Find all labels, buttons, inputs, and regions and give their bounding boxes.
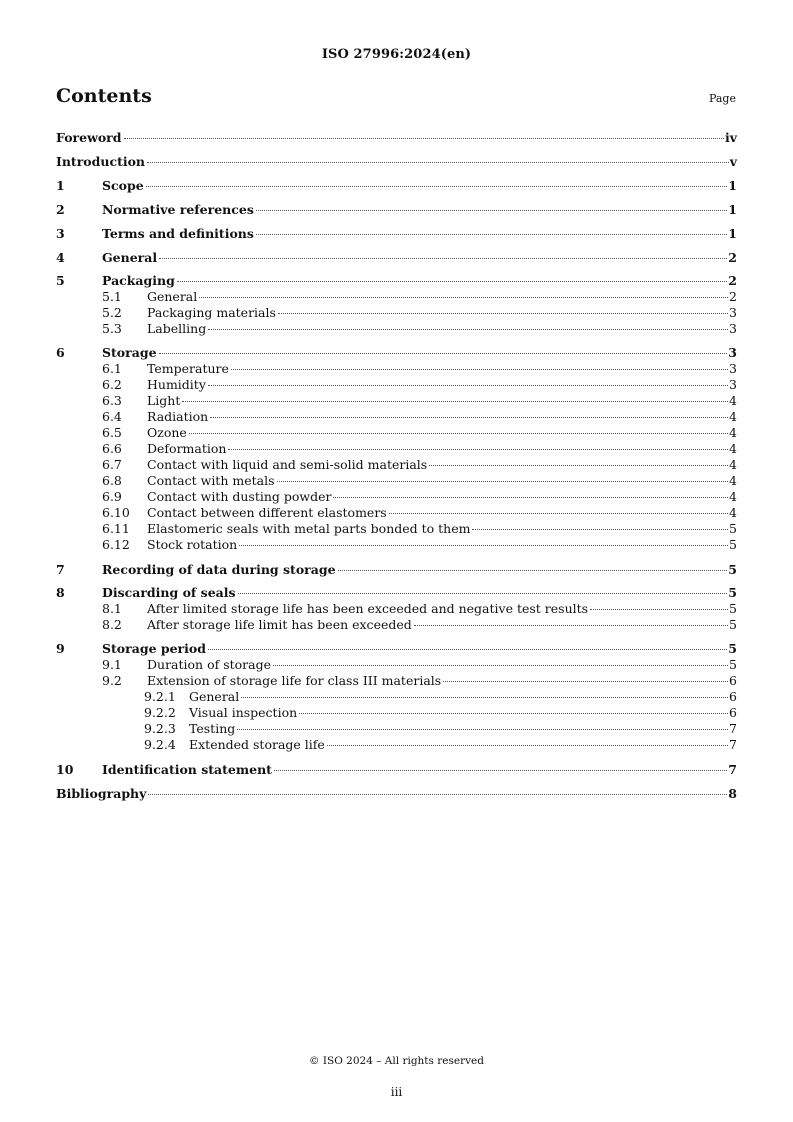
dot-leader (210, 417, 728, 418)
toc-entry[interactable] (56, 537, 737, 561)
toc-entry-title: Light (147, 393, 181, 408)
toc-entry-title: Deformation (147, 441, 227, 456)
toc-entry-number: 5.1 (102, 289, 122, 304)
toc-entry[interactable] (56, 201, 737, 225)
toc-entry-page: 8 (728, 786, 737, 801)
toc-entry-number: 6.1 (102, 361, 122, 376)
toc-entry-title: Testing (189, 721, 236, 736)
toc-entry-title: Temperature (147, 361, 229, 376)
dot-leader (443, 681, 728, 682)
toc-entry-title: Visual inspection (189, 705, 298, 720)
toc-entry-page: 2 (728, 250, 737, 265)
toc-entry[interactable] (56, 361, 737, 377)
toc-entry[interactable] (56, 409, 737, 425)
toc-entry-title: Foreword (56, 130, 122, 145)
toc-entry-title: Duration of storage (147, 657, 271, 672)
toc-entry-page: 4 (729, 473, 737, 488)
dot-leader (472, 529, 728, 530)
toc-entry[interactable] (56, 377, 737, 393)
toc-entry-page: 5 (729, 537, 737, 552)
toc-entry-number: 2 (56, 202, 65, 217)
toc-entry[interactable] (56, 473, 737, 489)
dot-leader (228, 449, 728, 450)
toc-entry-page: 2 (729, 289, 737, 304)
dot-leader (327, 745, 728, 746)
toc-entry-number: 6.10 (102, 505, 130, 520)
dot-leader (241, 697, 728, 698)
toc-entry[interactable] (56, 641, 737, 657)
toc-entry[interactable] (56, 785, 737, 809)
toc-entry[interactable] (56, 289, 737, 305)
toc-entry-page: 5 (729, 617, 737, 632)
dot-leader (159, 353, 728, 354)
page-column-label: Page (708, 92, 736, 105)
toc-entry-title: Bibliography (56, 786, 147, 801)
toc-entry-page: 6 (729, 689, 737, 704)
toc-entry-title: Storage (102, 345, 157, 360)
toc-entry[interactable] (56, 305, 737, 321)
toc-entry[interactable] (56, 521, 737, 537)
dot-leader (239, 545, 728, 546)
toc-entry-title: Contact between different elastomers (147, 505, 387, 520)
toc-entry-title: Radiation (147, 409, 209, 424)
toc-entry-page: 1 (728, 202, 737, 217)
dot-leader (189, 433, 728, 434)
toc-entry[interactable] (56, 561, 737, 585)
toc-entry[interactable] (56, 129, 737, 153)
toc-entry[interactable] (56, 721, 737, 737)
toc-entry-page: 3 (728, 345, 737, 360)
page-title: Contents (56, 85, 152, 107)
toc-entry-title: Contact with dusting powder (147, 489, 332, 504)
toc-entry-number: 6.4 (102, 409, 122, 424)
toc-entry-number: 6.8 (102, 473, 122, 488)
toc-entry[interactable] (56, 425, 737, 441)
dot-leader (208, 649, 727, 650)
dot-leader (208, 329, 728, 330)
toc-entry[interactable] (56, 153, 737, 177)
toc-entry-page: 7 (729, 721, 737, 736)
toc-entry-page: 3 (729, 321, 737, 336)
toc-entry[interactable] (56, 457, 737, 473)
toc-entry-title: After storage life limit has been exceeded (147, 617, 412, 632)
toc-entry-number: 9.2.4 (144, 737, 176, 752)
toc-entry-page: 4 (729, 441, 737, 456)
toc-entry-title: General (189, 689, 240, 704)
toc-entry-page: 6 (729, 673, 737, 688)
toc-entry-title: Terms and definitions (102, 226, 254, 241)
toc-entry-page: 4 (729, 409, 737, 424)
toc-entry-number: 6 (56, 345, 65, 360)
toc-entry-page: 5 (729, 657, 737, 672)
dot-leader (333, 497, 728, 498)
toc-entry[interactable] (56, 393, 737, 409)
toc-entry-page: iv (724, 130, 737, 145)
toc-entry-title: Storage period (102, 641, 206, 656)
dot-leader (199, 297, 728, 298)
dot-leader (256, 234, 727, 235)
dot-leader (124, 138, 724, 139)
toc-entry-title: Recording of data during storage (102, 562, 336, 577)
dot-leader (389, 513, 728, 514)
toc-entry-page: 3 (729, 305, 737, 320)
toc-entry-page: 5 (729, 521, 737, 536)
toc-entry-page: 6 (729, 705, 737, 720)
dot-leader (148, 794, 727, 795)
toc-entry-number: 4 (56, 250, 65, 265)
toc-entry[interactable] (56, 505, 737, 521)
dot-leader (177, 281, 727, 282)
toc-entry[interactable] (56, 673, 737, 689)
toc-entry-number: 6.9 (102, 489, 122, 504)
toc-entry-page: 4 (729, 425, 737, 440)
dot-leader (299, 713, 728, 714)
toc-entry-page: 4 (729, 505, 737, 520)
dot-leader (238, 593, 728, 594)
dot-leader (147, 162, 729, 163)
toc-entry-title: Normative references (102, 202, 254, 217)
toc-entry[interactable] (56, 489, 737, 505)
dot-leader (237, 729, 728, 730)
toc-entry-number: 6.6 (102, 441, 122, 456)
toc-entry-title: After limited storage life has been exceeded and negative test results (147, 601, 589, 616)
dot-leader (146, 186, 728, 187)
toc-entry-title: Contact with liquid and semi-solid materials (147, 457, 428, 472)
toc-entry[interactable] (56, 441, 737, 457)
toc-entry-number: 3 (56, 226, 65, 241)
dot-leader (429, 465, 728, 466)
toc-entry[interactable] (56, 657, 737, 673)
toc-entry[interactable] (56, 249, 737, 273)
toc-entry-number: 8.1 (102, 601, 122, 616)
toc-entry-title: Discarding of seals (102, 585, 236, 600)
toc-entry-page: 4 (729, 489, 737, 504)
toc-entry[interactable] (56, 345, 737, 361)
toc-entry-page: 7 (728, 762, 737, 777)
toc-entry-number: 9.1 (102, 657, 122, 672)
dot-leader (256, 210, 727, 211)
toc-entry-title: Humidity (147, 377, 206, 392)
dot-leader (590, 609, 728, 610)
dot-leader (208, 385, 728, 386)
toc-entry-page: 5 (729, 601, 737, 616)
toc-entry-number: 5.2 (102, 305, 122, 320)
toc-entry-title: General (147, 289, 198, 304)
toc-entry-number: 9.2.3 (144, 721, 176, 736)
dot-leader (182, 401, 728, 402)
toc-entry[interactable] (56, 705, 737, 721)
toc-entry-number: 6.12 (102, 537, 130, 552)
toc-entry[interactable] (56, 177, 737, 201)
toc-entry-number: 6.2 (102, 377, 122, 392)
toc-entry-number: 6.3 (102, 393, 122, 408)
document-id: ISO 27996:2024(en) (321, 47, 472, 62)
toc-entry-page: 5 (728, 585, 737, 600)
toc-entry-title: Labelling (147, 321, 207, 336)
toc-entry[interactable] (56, 737, 737, 761)
toc-entry[interactable] (56, 321, 737, 345)
dot-leader (414, 625, 728, 626)
copyright-notice: © ISO 2024 – All rights reserved (309, 1055, 484, 1067)
toc-entry-title: Extension of storage life for class III materials (147, 673, 442, 688)
toc-entry-page: 1 (728, 226, 737, 241)
toc-entry-title: Introduction (56, 154, 146, 169)
toc-entry-number: 1 (56, 178, 65, 193)
toc-entry-title: Packaging materials (147, 305, 276, 320)
toc-entry-number: 9.2 (102, 673, 122, 688)
toc-entry-title: Contact with metals (147, 473, 275, 488)
toc-entry[interactable] (56, 225, 737, 249)
toc-entry-page: 4 (729, 457, 737, 472)
toc-entry-page: v (729, 154, 737, 169)
toc-entry-page: 3 (729, 361, 737, 376)
dot-leader (338, 570, 728, 571)
toc-entry-number: 9.2.1 (144, 689, 176, 704)
toc-entry-page: 5 (728, 562, 737, 577)
toc-entry-number: 8.2 (102, 617, 122, 632)
toc-entry-number: 5.3 (102, 321, 122, 336)
toc-entry-number: 6.7 (102, 457, 122, 472)
page-number: iii (390, 1085, 403, 1099)
toc-entry-page: 7 (729, 737, 737, 752)
toc-entry-page: 5 (728, 641, 737, 656)
toc-entry-page: 3 (729, 377, 737, 392)
toc-entry-number: 6.5 (102, 425, 122, 440)
toc-entry[interactable] (56, 761, 737, 785)
toc-entry-title: Extended storage life (189, 737, 325, 752)
toc-entry-title: Stock rotation (147, 537, 238, 552)
toc-entry-title: Ozone (147, 425, 187, 440)
toc-entry[interactable] (56, 585, 737, 601)
toc-entry-page: 4 (729, 393, 737, 408)
toc-entry-number: 9.2.2 (144, 705, 176, 720)
table-of-contents (56, 129, 737, 809)
toc-entry-number: 6.11 (102, 521, 130, 536)
toc-entry-title: General (102, 250, 158, 265)
toc-entry-title: Packaging (102, 273, 175, 288)
toc-entry-title: Scope (102, 178, 144, 193)
toc-entry-number: 10 (56, 762, 74, 777)
dot-leader (278, 313, 728, 314)
toc-entry[interactable] (56, 601, 737, 617)
dot-leader (231, 369, 728, 370)
toc-entry-title: Elastomeric seals with metal parts bonded to them (147, 521, 471, 536)
toc-entry[interactable] (56, 689, 737, 705)
toc-entry[interactable] (56, 273, 737, 289)
toc-entry[interactable] (56, 617, 737, 641)
toc-entry-number: 8 (56, 585, 65, 600)
toc-entry-number: 5 (56, 273, 65, 288)
dot-leader (159, 258, 727, 259)
toc-entry-page: 1 (728, 178, 737, 193)
toc-entry-number: 7 (56, 562, 65, 577)
toc-entry-page: 2 (728, 273, 737, 288)
dot-leader (274, 770, 727, 771)
dot-leader (273, 665, 728, 666)
toc-entry-number: 9 (56, 641, 65, 656)
toc-entry-title: Identification statement (102, 762, 272, 777)
dot-leader (277, 481, 729, 482)
